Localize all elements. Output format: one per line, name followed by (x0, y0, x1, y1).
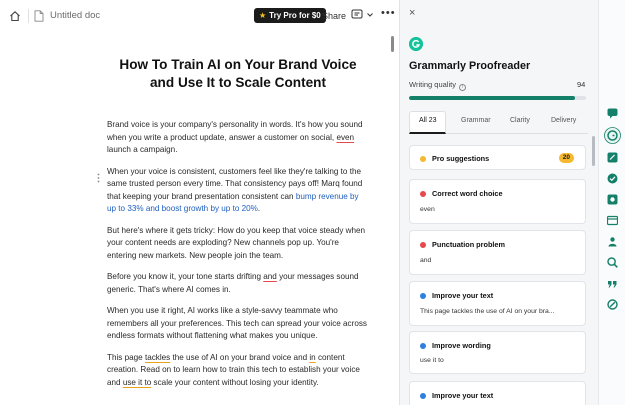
clarity-icon (420, 393, 426, 399)
text-run: scale your content without losing your identity. (151, 377, 319, 387)
star-icon: ★ (259, 11, 267, 20)
suggestion-card-improve-text-2[interactable] (409, 381, 586, 405)
card-body: use it to (420, 357, 444, 364)
clarity-issue-in[interactable]: in (309, 352, 316, 362)
clarity-issue-tackles[interactable]: tackles (144, 352, 171, 362)
document-toolbar (0, 0, 400, 32)
citation-icon[interactable] (607, 278, 618, 289)
text-run: launch a campaign. (107, 145, 178, 154)
audience-icon[interactable] (607, 236, 618, 247)
grammarly-logo-icon (409, 37, 423, 51)
writing-quality (409, 80, 466, 91)
try-pro-label: Try Pro for $0 (269, 11, 321, 20)
card-body: and (420, 257, 432, 264)
text-run: Brand voice is your company's personality in words. It's how you sound when you write a product update, answer a customer on social, (107, 120, 363, 142)
clarity-icon (420, 343, 426, 349)
text-run: the use of AI on your brand voice and (170, 352, 310, 362)
paragraph-1 (107, 119, 369, 157)
document-icon (34, 10, 44, 22)
chevron-down-icon[interactable] (366, 10, 374, 20)
paragraph-3: But here's where it gets tricky: How do you keep that voice steady when your content needs are exploding? New channels pop up. You're entering new markets. New people join the team. (107, 225, 366, 260)
wording-issue-use-it-to[interactable]: use it to (122, 377, 152, 387)
rewrite-icon[interactable] (607, 152, 618, 163)
card-header (420, 341, 491, 350)
text-run: Before you know it, your tone starts drifting (107, 272, 264, 281)
document-heading: How To Train AI on Your Brand Voice and Use It to Scale Content (119, 57, 357, 90)
document-scrollbar[interactable] (391, 36, 394, 52)
tab-clarity[interactable]: Clarity (510, 117, 530, 124)
document-body[interactable] (107, 56, 369, 398)
text-run: content creation. Read on to learn how to train this tech to establish your voice and (107, 352, 360, 387)
suggestion-tabs (409, 111, 588, 134)
more-options-icon[interactable]: ••• (381, 7, 396, 19)
card-header (420, 291, 493, 300)
card-title: Pro suggestions (432, 154, 490, 163)
share-button[interactable]: Share (322, 11, 347, 21)
suggestion-card-improve-text[interactable] (409, 281, 586, 326)
clarity-icon (420, 293, 426, 299)
tab-delivery[interactable]: Delivery (551, 117, 577, 124)
comment-icon[interactable] (351, 9, 363, 21)
document-stats-icon[interactable] (607, 215, 618, 226)
tone-icon[interactable] (607, 194, 618, 205)
paragraph-6 (107, 352, 369, 390)
grammarly-panel (400, 0, 598, 405)
tab-all-count: 23 (428, 117, 437, 124)
card-title: Improve your text (432, 391, 494, 400)
panel-title: Grammarly Proofreader (409, 60, 531, 72)
card-title: Punctuation problem (432, 240, 505, 249)
text-run: your messages sound generic. That's where AI comes in. (107, 272, 359, 294)
paragraph-2 (107, 166, 369, 216)
text-run: . (257, 204, 261, 213)
card-header (420, 240, 505, 249)
card-title: Improve wording (432, 341, 491, 350)
close-panel-icon[interactable]: × (409, 7, 416, 19)
text-run: This page (107, 352, 145, 362)
revenue-link[interactable]: bump revenue by up to 33% and boost growth by up to 20% (107, 191, 359, 213)
pro-icon (420, 156, 426, 162)
tab-grammar[interactable]: Grammar (461, 117, 491, 124)
try-pro-button[interactable] (254, 8, 326, 23)
text-run: When your voice is consistent, customers feel like they're talking to the same trusted person every time. That consistency pays off! Marq found that keeping your brand presentation consistent can (107, 166, 363, 201)
card-title: Improve your text (432, 291, 494, 300)
writing-quality-bar-fill (409, 96, 575, 100)
grammarly-sidebar-rail (598, 0, 625, 405)
correctness-icon (420, 191, 426, 197)
paragraph-5: When you use it right, AI works like a style-savvy teammate who remembers all your preferences. This tech can spread your voice across endless formats without flattening what makes you unique. (107, 306, 367, 340)
writing-quality-label: Writing quality (409, 80, 456, 89)
writing-quality-bar (409, 96, 586, 100)
plagiarism-check-icon[interactable] (607, 257, 618, 268)
tab-all-text: All (419, 117, 427, 124)
tab-all-label[interactable] (419, 117, 437, 124)
toolbar-divider (28, 9, 29, 23)
grammar-issue-even[interactable]: even (336, 132, 355, 142)
writing-quality-score: 94 (577, 80, 586, 89)
pro-suggestions-card[interactable] (409, 145, 586, 170)
suggestion-card-word-choice[interactable] (409, 179, 586, 224)
card-header (420, 189, 503, 198)
suggestion-card-punctuation[interactable] (409, 230, 586, 275)
info-icon[interactable]: i (459, 84, 466, 91)
document-title[interactable]: Untitled doc (50, 10, 101, 21)
paragraph-4 (107, 271, 369, 296)
panel-scrollbar[interactable] (592, 136, 595, 166)
suggestion-card-improve-wording[interactable] (409, 331, 586, 374)
ai-detector-icon[interactable] (607, 299, 618, 310)
correctness-icon (420, 242, 426, 248)
card-body: This page tackles the use of AI on your bra... (420, 308, 555, 315)
home-icon[interactable] (9, 10, 21, 22)
punctuation-issue-and[interactable]: and (263, 272, 277, 281)
card-title: Correct word choice (432, 189, 503, 198)
pro-count-badge: 20 (559, 153, 574, 163)
proofreader-icon[interactable] (604, 127, 621, 144)
check-badge-icon[interactable] (607, 173, 618, 184)
card-header (420, 391, 493, 400)
card-body: even (420, 206, 435, 213)
card-header (420, 154, 489, 163)
drag-handle-icon[interactable] (96, 173, 101, 183)
chat-icon[interactable] (607, 108, 618, 119)
